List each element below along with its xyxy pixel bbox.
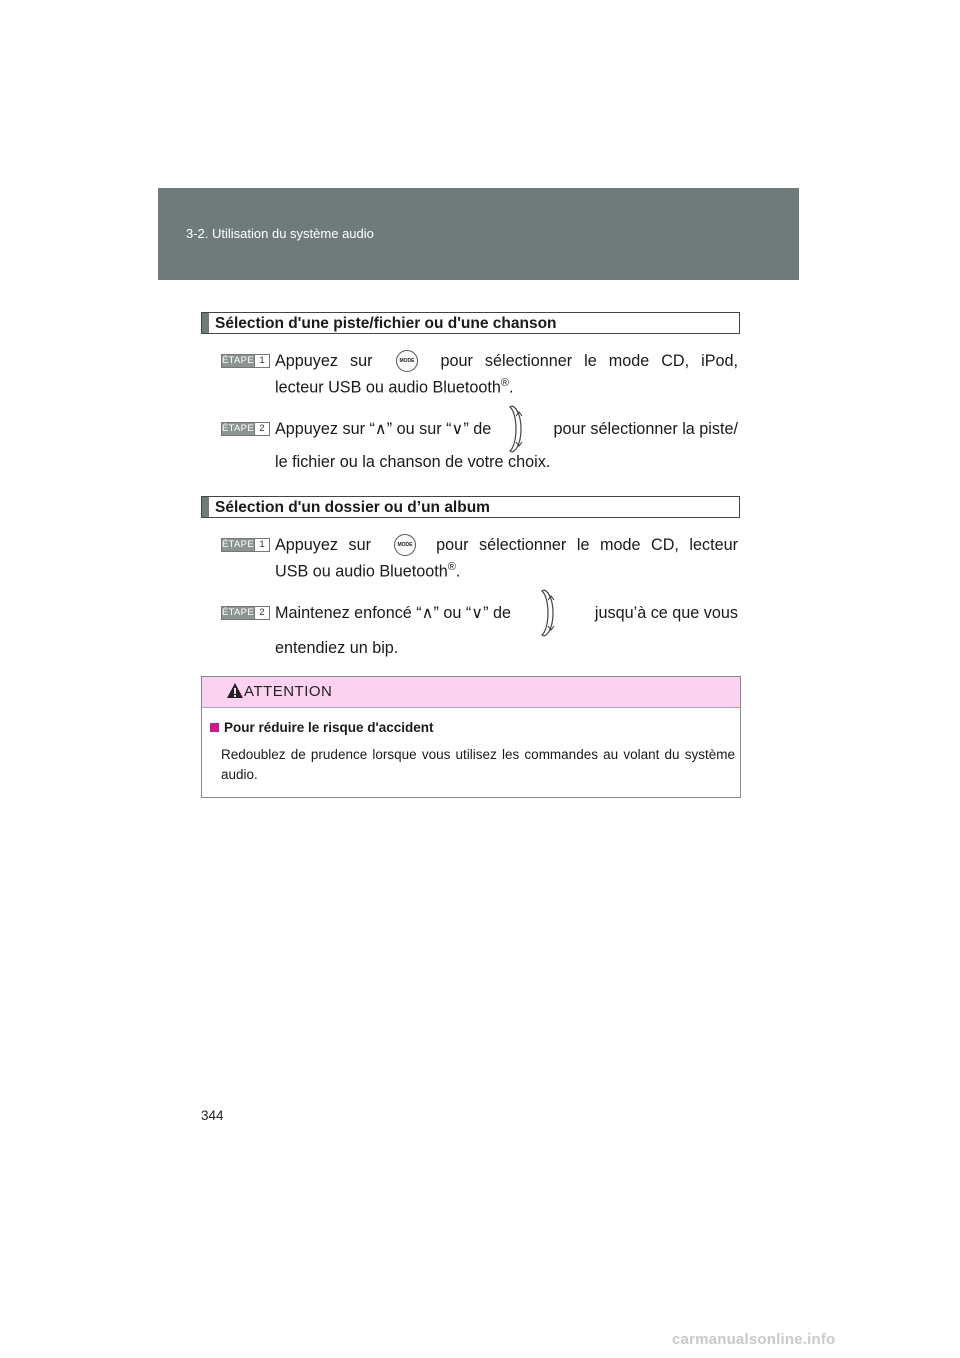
watermark: carmanualsonline.info	[672, 1331, 836, 1348]
section-heading-bar	[202, 313, 209, 333]
step-badge-label: ÉTAPE	[222, 539, 254, 550]
step-line: le fichier ou la chanson de votre choix.	[275, 453, 551, 471]
mode-button-icon: MODE	[394, 534, 416, 556]
step-badge	[221, 422, 270, 436]
section-title: Sélection d'un dossier ou d’un album	[215, 499, 490, 516]
section-heading-bar	[202, 497, 209, 517]
step-badge-number: 1	[254, 539, 269, 551]
chapter-header	[158, 188, 799, 280]
step-line: Appuyez sur pour sélectionner le mode CD, lecteur	[275, 536, 738, 554]
breadcrumb: 3-2. Utilisation du système audio	[186, 226, 374, 241]
step-text	[275, 602, 738, 659]
step-badge	[221, 606, 270, 620]
warning-triangle-icon	[226, 682, 244, 700]
attention-title: ATTENTION	[244, 683, 333, 700]
attention-header	[202, 677, 740, 708]
attention-box	[201, 676, 741, 798]
step-line: Maintenez enfoncé “∧” ou “∨” de jusqu’à ce que vous	[275, 604, 738, 622]
step-line: Appuyez sur pour sélectionner le mode CD, iPod,	[275, 352, 738, 370]
page-number: 344	[201, 1108, 224, 1123]
step-badge	[221, 538, 270, 552]
seek-rocker-switch-icon	[506, 404, 530, 454]
bullet-square-icon	[210, 723, 219, 732]
step-badge-number: 2	[254, 423, 269, 435]
step-badge-label: ÉTAPE	[222, 607, 254, 618]
step-line: Appuyez sur “∧” ou sur “∨” de pour sélectionner la piste/	[275, 420, 738, 438]
step-text	[275, 534, 738, 582]
seek-rocker-switch-icon	[538, 588, 562, 638]
step-badge-number: 1	[254, 355, 269, 367]
section-title: Sélection d'une piste/fichier ou d'une chanson	[215, 315, 557, 332]
step-line: lecteur USB ou audio Bluetooth®.	[275, 377, 514, 397]
section-heading-folder	[201, 496, 740, 518]
step-line: entendiez un bip.	[275, 639, 399, 657]
step-badge-label: ÉTAPE	[222, 423, 254, 434]
step-badge-label: ÉTAPE	[222, 355, 254, 366]
attention-body: Redoublez de prudence lorsque vous utilisez les commandes au volant du système audio.	[221, 747, 735, 782]
step-text	[275, 350, 738, 398]
mode-button-icon: MODE	[396, 350, 418, 372]
step-badge-number: 2	[254, 607, 269, 619]
step-badge	[221, 354, 270, 368]
section-heading-track	[201, 312, 740, 334]
step-line: USB ou audio Bluetooth®.	[275, 561, 461, 581]
attention-subtitle: Pour réduire le risque d'accident	[210, 720, 434, 735]
